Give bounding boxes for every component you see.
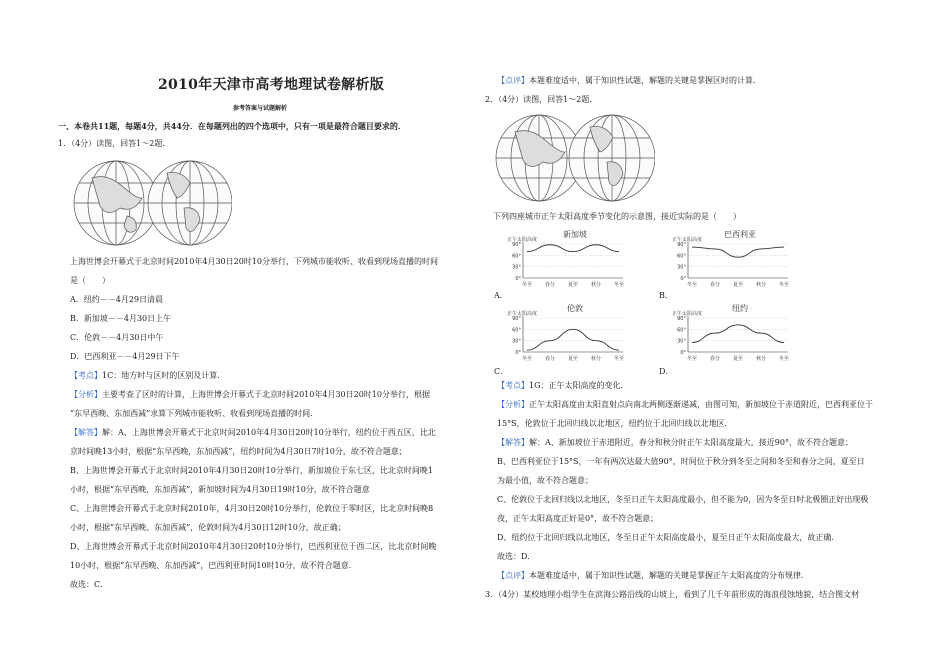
q1-stem-line2: 是（ ） — [70, 276, 110, 285]
chart-brasilia — [670, 228, 805, 296]
x-tick-label: 冬至 — [778, 356, 790, 362]
x-tick-label: 冬至 — [521, 282, 533, 288]
x-tick-label: 夏至 — [567, 282, 579, 288]
jieda-tag: 【解答】 — [70, 428, 102, 437]
x-tick-label: 春分 — [709, 356, 721, 362]
q1-fenxi-line2: “东早西晚、东加西减”求算下列城市能收听、收看到现场直播的时间． — [70, 409, 319, 418]
dianping-tag: 【点评】 — [497, 571, 529, 580]
q1-jieda-line: 10小时，根据“东早西晚、东加西减”，巴西利亚时间10时10分，故不符合题意． — [70, 561, 357, 570]
q1-option-a: A．纽约－－4月29日清晨 — [70, 295, 164, 304]
kaodian-tag: 【考点】 — [70, 371, 102, 380]
x-tick-label: 夏至 — [732, 356, 744, 362]
page-title: 2010年天津市高考地理试卷解析版 — [158, 77, 385, 93]
globe-map-figure-2 — [495, 112, 655, 204]
series-line — [527, 245, 619, 252]
q2-kaodian — [497, 381, 628, 391]
q1-answer: 故选：C． — [70, 580, 109, 589]
q2-fenxi — [497, 400, 873, 410]
dianping-tag: 【点评】 — [497, 76, 529, 85]
x-tick-label: 春分 — [709, 282, 721, 288]
chart-title: 巴西利亚 — [724, 230, 756, 239]
y-tick-label: 0° — [515, 276, 521, 282]
globe-left-icon — [74, 161, 158, 245]
kaodian-tag: 【考点】 — [497, 381, 529, 390]
series-line — [527, 329, 619, 350]
chart-title: 纽约 — [732, 304, 748, 313]
x-tick-label: 冬至 — [613, 282, 625, 288]
q2-stem: 下列四座城市正午太阳高度季节变化的示意图，接近实际的是（ ） — [493, 212, 741, 221]
chart-label-c: C． — [494, 367, 509, 376]
q2-jieda-line: 为最小值，故不符合题意； — [497, 476, 593, 485]
q2-jieda — [497, 438, 853, 448]
x-tick-label: 冬至 — [778, 282, 790, 288]
q1-dianping — [497, 76, 761, 86]
y-tick-label: 0° — [515, 350, 521, 356]
x-tick-label: 冬至 — [686, 356, 698, 362]
q2-jieda-line: D、纽约位于北回归线以北地区，冬至日正午太阳高度最小，夏至日正午太阳高度最大，故正确． — [497, 533, 840, 542]
chart-singapore — [505, 228, 640, 296]
q2-jieda-line: 夜，正午太阳高度正好是0°，故不符合题意； — [497, 514, 659, 523]
globe-map-figure — [72, 158, 232, 248]
x-tick-label: 春分 — [544, 282, 556, 288]
fenxi-text: 主要考查了区时的计算，上海世博会开幕式于北京时间2010年4月30日20时10分举行，根据 — [102, 390, 430, 399]
chart-label-d: D． — [659, 367, 674, 376]
q1-jieda-line: C、上海世博会开幕式于北京时间2010年，4月30日20时10分举行，伦敦位于零时区，比北京时间晚8 — [70, 504, 434, 513]
q2-answer: 故选：D． — [497, 552, 536, 561]
y-axis-label: 正午太阳高度 — [507, 237, 538, 243]
y-tick-label: 30° — [512, 338, 521, 345]
chart-newyork — [670, 302, 805, 370]
series-line — [692, 247, 784, 257]
y-tick-label: 60° — [512, 327, 521, 334]
q1-jieda-line: 京时间晚13小时，根据“东早西晚，东加西减”，纽约时间为4月30日7时10分，故不符合题意； — [70, 447, 407, 456]
q1-fenxi — [70, 390, 430, 400]
q1-option-c: C．伦敦－－4月30日中午 — [70, 333, 164, 342]
y-tick-label: 30° — [677, 264, 686, 271]
q3-intro: 3．（4分）某校地理小组学生在滨海公路沿线的山坡上，看到了几千年前形成的海浪侵蚀地貌，结合图文材 — [485, 590, 860, 599]
x-tick-label: 冬至 — [686, 282, 698, 288]
x-tick-label: 秋分 — [590, 282, 602, 288]
y-tick-label: 60° — [512, 253, 521, 260]
x-tick-label: 秋分 — [590, 356, 602, 362]
q2-jieda-line: C、伦敦位于北回归线以北地区，冬至日正午太阳高度最小，但不能为0，因为冬至日时北极圈正好出现极 — [497, 495, 869, 504]
chart-label-a: A． — [494, 291, 508, 300]
kaodian-text: 1C：地方时与区时的区别及计算． — [102, 371, 226, 380]
x-tick-label: 春分 — [544, 356, 556, 362]
kaodian-text: 1G：正午太阳高度的变化． — [529, 381, 629, 390]
y-tick-label: 60° — [677, 253, 686, 260]
globe-right-icon — [569, 115, 655, 201]
y-axis-label: 正午太阳高度 — [507, 311, 538, 317]
page-subtitle: 参考答案与试题解析 — [233, 105, 288, 112]
q1-stem-line1: 上海世博会开幕式于北京时间2010年4月30日20时10分举行，下列城市能收听、收看到现场直播的时间 — [70, 257, 438, 266]
x-tick-label: 秋分 — [755, 282, 767, 288]
fenxi-text: 正午太阳高度由太阳直射点向南北两侧逐渐递减，由图可知，新加坡位于赤道附近，巴西利亚位于 — [529, 400, 873, 409]
jieda-text: 解：A、上海世博会开幕式于北京时间2010年4月30日20时10分举行，纽约位于西五区，比北 — [102, 428, 436, 437]
fenxi-tag: 【分析】 — [497, 400, 529, 409]
q2-fenxi-line2: 15°S，伦敦位于北回归线以北地区，纽约位于北回归线以北地区． — [497, 419, 733, 428]
q1-option-d: D．巴西利亚－－4月29日下午 — [70, 352, 180, 361]
y-tick-label: 0° — [680, 350, 686, 356]
x-tick-label: 冬至 — [613, 356, 625, 362]
y-tick-label: 30° — [677, 338, 686, 345]
q1-jieda-line: 小时，根据“东早西晚，东加西减”，新加坡时间为4月30日19时10分，故不符合题意 — [70, 485, 370, 494]
y-axis-label: 正午太阳高度 — [672, 311, 703, 317]
chart-title: 伦敦 — [567, 304, 583, 313]
section-heading: 一、本卷共11题，每题4分，共44分．在每题列出的四个选项中，只有一项是最符合题目要求的． — [58, 121, 406, 131]
fenxi-tag: 【分析】 — [70, 390, 102, 399]
q2-intro: 2．（4分）读图，回答1～2题． — [485, 95, 598, 104]
globe-right-icon — [148, 161, 232, 245]
jieda-tag: 【解答】 — [497, 438, 529, 447]
dianping-text: 本题难度适中，属于知识性试题，解题的关键是掌握区时的计算． — [529, 76, 761, 85]
jieda-text: 解：A、新加坡位于赤道附近，春分和秋分时正午太阳高度最大，接近90°，故不符合题意； — [529, 438, 853, 447]
q2-jieda-line: B、巴西利亚位于15°S，一年有两次达最大值90°，时间位于秋分到冬至之间和冬至和春分之间，夏至日 — [497, 457, 865, 466]
x-tick-label: 夏至 — [732, 282, 744, 288]
y-tick-label: 30° — [512, 264, 521, 271]
dianping-text: 本题难度适中，属于知识性试题，解题的关键是掌握正午太阳高度的分布规律． — [529, 571, 809, 580]
x-tick-label: 秋分 — [755, 356, 767, 362]
q2-dianping — [497, 571, 809, 581]
q1-jieda-line: 小时，根据“东早西晚、东加西减”，伦敦时间为4月30日12时10分，故正确； — [70, 523, 346, 532]
chart-label-b: B． — [659, 291, 673, 300]
x-tick-label: 冬至 — [521, 356, 533, 362]
y-tick-label: 0° — [680, 276, 686, 282]
q1-option-b: B．新加坡－－4月30日上午 — [70, 314, 172, 323]
y-tick-label: 90° — [512, 316, 521, 322]
chart-london — [505, 302, 640, 370]
x-tick-label: 夏至 — [567, 356, 579, 362]
y-tick-label: 90° — [677, 316, 686, 322]
series-line — [692, 325, 784, 343]
q1-intro: 1．（4分）读图，回答1～2题． — [58, 139, 171, 148]
y-tick-label: 90° — [512, 242, 521, 248]
q1-kaodian — [70, 371, 225, 381]
y-tick-label: 60° — [677, 327, 686, 334]
q1-jieda-line: D、上海世博会开幕式于北京时间2010年4月30日20时10分举行，巴西利亚位于西二区，比北京时间晚 — [70, 542, 437, 551]
chart-title: 新加坡 — [563, 230, 587, 239]
y-tick-label: 90° — [677, 242, 686, 248]
y-axis-label: 正午太阳高度 — [672, 237, 703, 243]
q1-jieda-line: B、上海世博会开幕式于北京时间2010年4月30日20时10分举行，新加坡位于东七区，比北京时间晚1 — [70, 466, 433, 475]
q1-jieda — [70, 428, 436, 438]
